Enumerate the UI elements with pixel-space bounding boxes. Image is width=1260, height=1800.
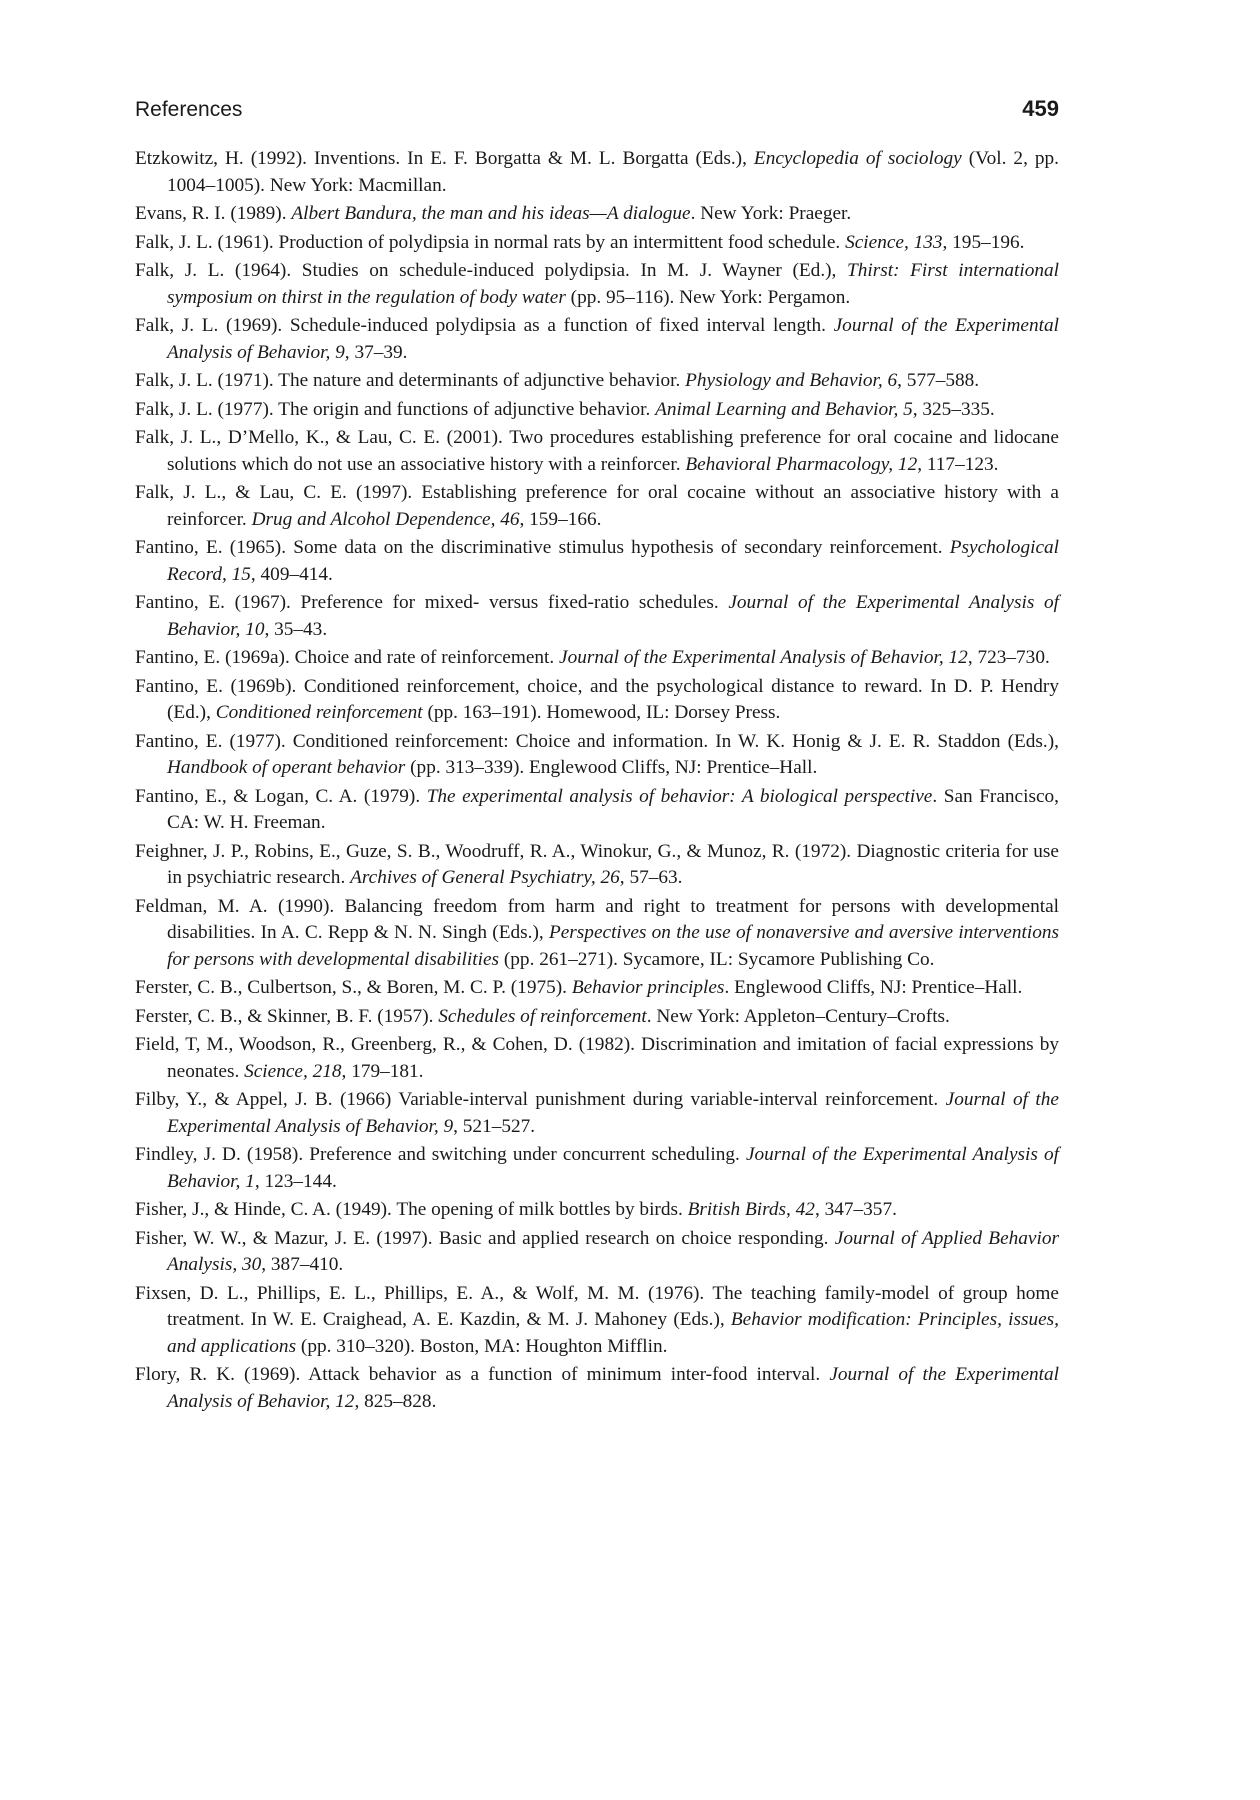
ref-source: Albert Bandura, the man and his ideas—A dialogue: [291, 203, 691, 224]
ref-text: Flory, R. K. (1969). Attack behavior as a function of minimum inter-food interval.: [135, 1364, 830, 1385]
reference-entry: [135, 839, 1059, 892]
section-title: References: [135, 98, 243, 121]
ref-text: Findley, J. D. (1958). Preference and switching under concurrent scheduling.: [135, 1144, 746, 1165]
page-number: 459: [1022, 96, 1059, 121]
ref-text: Etzkowitz, H. (1992). Inventions. In E. F. Borgatta & M. L. Borgatta (Eds.),: [135, 148, 754, 169]
ref-tail: (pp. 261–271). Sycamore, IL: Sycamore Publishing Co.: [499, 948, 935, 970]
ref-tail: , 37–39.: [344, 341, 408, 363]
ref-text: Fantino, E. (1969a). Choice and rate of reinforcement.: [135, 647, 560, 668]
reference-entry: [135, 1226, 1059, 1279]
ref-source: Conditioned reinforcement: [215, 702, 423, 723]
ref-tail: , 387–410.: [261, 1254, 344, 1275]
ref-source: Journal of the Experimental Analysis of Behavior, 12: [167, 1364, 1059, 1412]
ref-tail: , 159–166.: [519, 508, 602, 530]
ref-tail: (Vol. 2, pp. 1004–1005). New York: Macmillan.: [167, 148, 1059, 196]
reference-entry: [135, 480, 1059, 533]
ref-text: Fisher, J., & Hinde, C. A. (1949). The opening of milk bottles by birds.: [135, 1199, 688, 1220]
reference-entry: [135, 645, 1059, 672]
ref-tail: . San Francisco, CA: W. H. Freeman.: [167, 785, 1059, 833]
ref-source: Animal Learning and Behavior, 5: [655, 398, 913, 420]
ref-text: Filby, Y., & Appel, J. B. (1966) Variable-interval punishment during variable-interval reinforcement.: [135, 1089, 946, 1110]
ref-text: Fantino, E., & Logan, C. A. (1979).: [135, 785, 427, 807]
reference-entry: [135, 397, 1059, 424]
ref-source: British Birds, 42: [687, 1199, 815, 1220]
ref-source: Journal of the Experimental Analysis of Behavior, 9: [167, 1089, 1059, 1137]
reference-entry: [135, 1142, 1059, 1195]
reference-entry: [135, 258, 1059, 311]
ref-source: Journal of the Experimental Analysis of Behavior, 9: [167, 315, 1059, 363]
ref-source: Behavior modification: Principles, issues, and applications: [167, 1309, 1059, 1357]
ref-source: Science, 218: [244, 1060, 342, 1082]
page: [135, 96, 1059, 1417]
reference-entry: [135, 201, 1059, 228]
ref-tail: , 195–196.: [942, 231, 1025, 253]
reference-entry: [135, 784, 1059, 837]
ref-text: Fantino, E. (1967). Preference for mixed- versus fixed-ratio schedules.: [135, 592, 729, 613]
ref-tail: , 521–527.: [453, 1115, 536, 1137]
ref-tail: . Englewood Cliffs, NJ: Prentice–Hall.: [724, 977, 1023, 998]
ref-text: Evans, R. I. (1989).: [135, 203, 292, 224]
ref-tail: . New York: Appleton–Century–Crofts.: [646, 1005, 950, 1027]
ref-tail: , 825–828.: [354, 1390, 437, 1412]
reference-entry: [135, 535, 1059, 588]
reference-entry: [135, 146, 1059, 199]
ref-source: Journal of the Experimental Analysis of Behavior, 10: [167, 592, 1060, 640]
ref-text: Feighner, J. P., Robins, E., Guze, S. B., Woodruff, R. A., Winokur, G., & Munoz, R. (1972). Diagnostic criteria for use in psychiatric research.: [135, 840, 1059, 888]
ref-text: Falk, J. L. (1969). Schedule-induced polydipsia as a function of fixed interval length.: [135, 315, 834, 336]
ref-text: Ferster, C. B., & Skinner, B. F. (1957).: [135, 1005, 439, 1027]
reference-entry: [135, 975, 1059, 1002]
ref-source: Drug and Alcohol Dependence, 46: [251, 508, 520, 530]
ref-source: Journal of Applied Behavior Analysis, 30: [167, 1227, 1059, 1275]
ref-source: Schedules of reinforcement: [438, 1005, 647, 1027]
ref-source: Behavioral Pharmacology, 12: [685, 453, 918, 475]
ref-text: Field, T, M., Woodson, R., Greenberg, R., & Cohen, D. (1982). Discrimination and imitation of facial expressions by neonates.: [135, 1034, 1059, 1082]
ref-text: Falk, J. L. (1961). Production of polydipsia in normal rats by an intermittent food schedule.: [135, 231, 846, 253]
ref-source: Perspectives on the use of nonaversive and aversive interventions for persons with developmental disabilities: [167, 922, 1059, 970]
ref-source: Science, 133: [845, 231, 943, 253]
ref-tail: (pp. 163–191). Homewood, IL: Dorsey Press.: [422, 702, 781, 723]
ref-text: Fantino, E. (1977). Conditioned reinforcement: Choice and information. In W. K. Honig & J. E. R. Staddon (Eds.),: [135, 730, 1059, 752]
ref-source: Archives of General Psychiatry, 26: [350, 867, 620, 888]
ref-tail: , 577–588.: [897, 370, 980, 391]
reference-entry: [135, 1004, 1059, 1031]
reference-entry: [135, 590, 1059, 643]
reference-entry: [135, 1032, 1059, 1085]
ref-source: Journal of the Experimental Analysis of Behavior, 12: [559, 647, 968, 668]
reference-entry: [135, 313, 1059, 366]
ref-source: Physiology and Behavior, 6: [685, 370, 898, 391]
reference-entry: [135, 674, 1059, 727]
reference-entry: [135, 894, 1059, 974]
ref-tail: , 35–43.: [264, 618, 328, 640]
ref-text: Falk, J. L. (1971). The nature and determinants of adjunctive behavior.: [135, 370, 686, 391]
reference-entry: [135, 1362, 1059, 1415]
ref-tail: , 57–63.: [619, 867, 683, 888]
ref-source: The experimental analysis of behavior: A biological perspective: [426, 785, 933, 807]
ref-text: Falk, J. L., & Lau, C. E. (1997). Establishing preference for oral cocaine without an associative history with a reinforcer.: [135, 482, 1059, 530]
ref-text: Falk, J. L. (1964). Studies on schedule-induced polydipsia. In M. J. Wayner (Ed.),: [135, 260, 848, 281]
reference-entry: [135, 1197, 1059, 1224]
ref-text: Feldman, M. A. (1990). Balancing freedom from harm and right to treatment for persons with developmental disabilities. In A. C. Repp & N. N. Singh (Eds.),: [135, 895, 1059, 943]
ref-tail: , 723–730.: [967, 647, 1050, 668]
ref-text: Falk, J. L., D’Mello, K., & Lau, C. E. (2001). Two procedures establishing preference for oral cocaine and lidocane solutions which do not use an associative history with a reinforcer.: [135, 427, 1059, 475]
reference-entry: [135, 425, 1059, 478]
ref-source: Thirst: First international symposium on thirst in the regulation of body water: [167, 260, 1059, 308]
ref-tail: , 347–357.: [814, 1199, 897, 1220]
ref-tail: , 123–144.: [254, 1170, 337, 1192]
ref-tail: , 409–414.: [250, 563, 333, 585]
ref-tail: . New York: Praeger.: [690, 203, 852, 224]
ref-tail: (pp. 310–320). Boston, MA: Houghton Mifflin.: [296, 1335, 668, 1357]
ref-tail: , 325–335.: [912, 398, 995, 420]
ref-text: Fantino, E. (1969b). Conditioned reinforcement, choice, and the psychological distance to reward. In D. P. Hendry (Ed.),: [135, 675, 1059, 723]
ref-tail: , 179–181.: [341, 1060, 424, 1082]
reference-list: [135, 146, 1059, 1415]
ref-source: Journal of the Experimental Analysis of Behavior, 1: [167, 1144, 1059, 1192]
ref-text: Falk, J. L. (1977). The origin and functions of adjunctive behavior.: [135, 398, 656, 420]
ref-source: Behavior principles: [571, 977, 725, 998]
ref-text: Fisher, W. W., & Mazur, J. E. (1997). Basic and applied research on choice responding.: [135, 1227, 835, 1249]
ref-tail: , 117–123.: [917, 453, 999, 475]
ref-text: Fixsen, D. L., Phillips, E. L., Phillips, E. A., & Wolf, M. M. (1976). The teaching family-model of group home treatment. In W. E. Craighead, A. E. Kazdin, & M. J. Mahoney (Eds.),: [135, 1282, 1059, 1330]
reference-entry: [135, 729, 1059, 782]
ref-text: Fantino, E. (1965). Some data on the discriminative stimulus hypothesis of secondary reinforcement.: [135, 537, 950, 558]
reference-entry: [135, 230, 1059, 257]
reference-entry: [135, 1281, 1059, 1361]
ref-source: Encyclopedia of sociology: [753, 148, 962, 169]
reference-entry: [135, 368, 1059, 395]
ref-tail: (pp. 313–339). Englewood Cliffs, NJ: Prentice–Hall.: [405, 757, 818, 778]
ref-tail: (pp. 95–116). New York: Pergamon.: [565, 286, 851, 308]
ref-text: Ferster, C. B., Culbertson, S., & Boren, M. C. P. (1975).: [135, 977, 572, 998]
running-head: [135, 96, 1059, 132]
ref-source: Psychological Record, 15: [167, 537, 1059, 585]
ref-source: Handbook of operant behavior: [167, 757, 406, 778]
reference-entry: [135, 1087, 1059, 1140]
